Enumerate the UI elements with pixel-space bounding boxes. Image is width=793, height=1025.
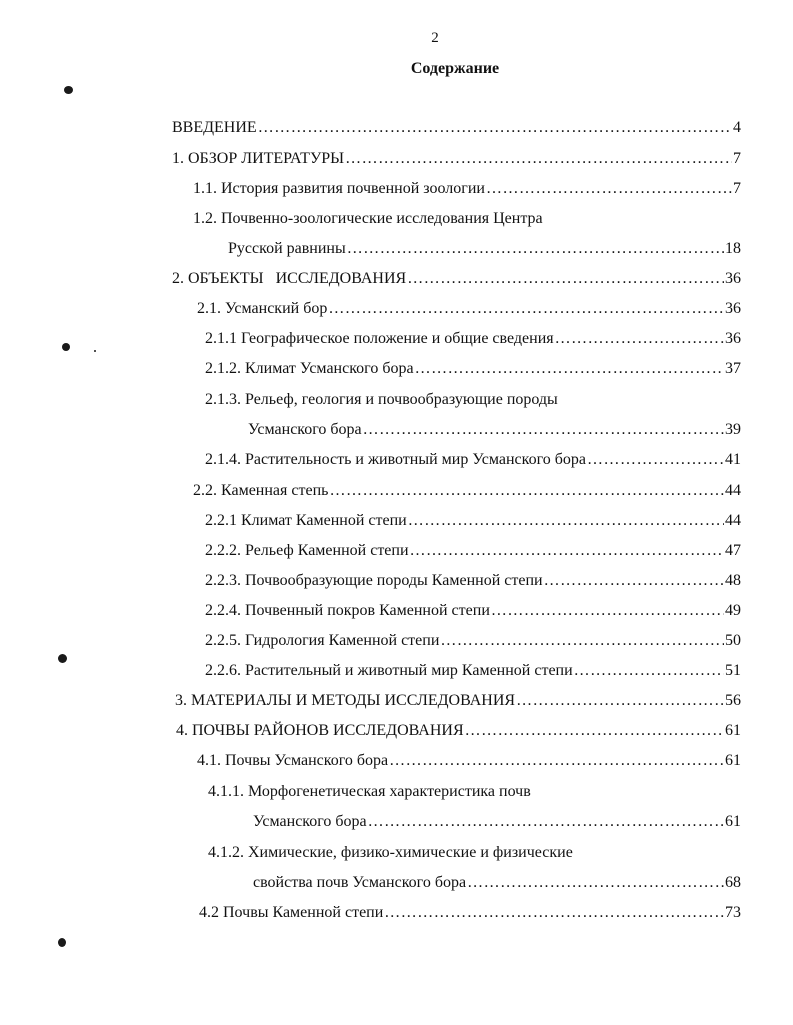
dot-leader — [347, 238, 724, 260]
toc-entry-label: 2.2.1 Климат Каменной степи — [205, 512, 407, 529]
toc-entry-page: 7 — [733, 180, 741, 197]
toc-entry-label: 3. МАТЕРИАЛЫ И МЕТОДЫ ИССЛЕДОВАНИЯ — [175, 692, 516, 709]
toc-entry-page: 44 — [725, 482, 741, 499]
toc-entry-label: 4.1. Почвы Усманского бора — [197, 752, 389, 769]
dot-leader — [516, 690, 724, 712]
dot-leader — [345, 148, 732, 170]
toc-entry — [205, 600, 741, 622]
toc-entry-page: 61 — [725, 813, 741, 830]
toc-entry-page: 61 — [725, 722, 741, 739]
toc-entry-label: 2.2. Каменная степь — [193, 482, 329, 499]
toc-entry-page: 44 — [725, 512, 741, 529]
toc-entry-page: 56 — [725, 692, 741, 709]
toc-entry-continuation: Русской равнины — [228, 240, 346, 257]
dot-leader — [410, 540, 724, 562]
toc-entry-page: 51 — [725, 662, 741, 679]
toc-entry-label: 4.1.2. Химические, физико-химические и физические — [208, 844, 573, 861]
dot-leader — [328, 298, 724, 320]
toc-entry-label: 2.1.2. Климат Усманского бора — [205, 360, 414, 377]
toc-entry-label: 2.1.1 Географическое положение и общие сведения — [205, 330, 554, 347]
toc-entry — [205, 358, 741, 380]
page-number: 2 — [431, 30, 439, 46]
toc-entry-label: 4.2 Почвы Каменной степи — [199, 904, 384, 921]
dot-leader — [486, 178, 732, 200]
toc-entry — [205, 570, 741, 592]
toc-entry-page: 48 — [725, 572, 741, 589]
toc-entry-page: 7 — [733, 150, 741, 167]
toc-entry-page: 37 — [725, 360, 741, 377]
toc-entry-label: 2.2.5. Гидрология Каменной степи — [205, 632, 440, 649]
scan-speck — [94, 350, 96, 352]
toc-entry-label: 2.2.4. Почвенный покров Каменной степи — [205, 602, 490, 619]
toc-entry-page: 36 — [725, 300, 741, 317]
scan-speck — [58, 938, 66, 947]
scan-speck — [64, 86, 73, 94]
toc-entry-label: 1.2. Почвенно-зоологические исследования Центра — [193, 210, 543, 227]
toc-entry-page: 4 — [733, 119, 741, 136]
toc-entry — [175, 690, 741, 712]
dot-leader — [440, 630, 724, 652]
toc-entry-page: 68 — [725, 874, 741, 891]
dot-leader — [555, 328, 724, 350]
toc-entry — [205, 660, 741, 682]
toc-entry — [172, 148, 741, 170]
toc-entry — [253, 872, 741, 894]
toc-entry-label: 2.2.6. Растительный и животный мир Каменной степи — [205, 662, 573, 679]
toc-entry-page: 39 — [725, 421, 741, 438]
toc-entry-label: 2. ОБЪЕКТЫ ИССЛЕДОВАНИЯ — [172, 270, 407, 287]
toc-entry-label: 4. ПОЧВЫ РАЙОНОВ ИССЛЕДОВАНИЯ — [176, 722, 464, 739]
toc-entry-page: 18 — [725, 240, 741, 257]
toc-entry-page: 41 — [725, 451, 741, 468]
toc-entry — [253, 811, 741, 833]
page-title: Содержание — [410, 60, 500, 77]
toc-entry-label: 1.1. История развития почвенной зоологии — [193, 180, 485, 197]
scan-speck — [62, 343, 70, 351]
toc-entry-page: 36 — [725, 270, 741, 287]
toc-entry — [176, 720, 741, 742]
dot-leader — [544, 570, 724, 592]
dot-leader — [329, 480, 724, 502]
toc-entry — [172, 117, 741, 139]
toc-entry — [228, 238, 741, 260]
toc-entry — [197, 298, 741, 320]
toc-entry — [205, 449, 741, 471]
toc-entry — [197, 750, 741, 772]
toc-entry-page: 61 — [725, 752, 741, 769]
toc-entry-page: 36 — [725, 330, 741, 347]
toc-entry-page: 50 — [725, 632, 741, 649]
toc-entry-label: 2.2.2. Рельеф Каменной степи — [205, 542, 409, 559]
dot-leader — [363, 419, 724, 441]
toc-entry — [205, 510, 741, 532]
toc-entry — [248, 419, 741, 441]
dot-leader — [587, 449, 724, 471]
toc-entry — [205, 328, 741, 350]
toc-entry-continuation: Усманского бора — [253, 813, 367, 830]
dot-leader — [368, 811, 724, 833]
dot-leader — [467, 872, 724, 894]
toc-entry-label: 2.1. Усманский бор — [197, 300, 328, 317]
toc-entry-page: 47 — [725, 542, 741, 559]
toc-entry — [172, 268, 741, 290]
toc-entry — [205, 540, 741, 562]
toc-entry-label: ВВЕДЕНИЕ — [172, 119, 257, 136]
toc-entry-label: 4.1.1. Морфогенетическая характеристика почв — [208, 783, 531, 800]
dot-leader — [384, 902, 724, 924]
toc-entry-label: 1. ОБЗОР ЛИТЕРАТУРЫ — [172, 150, 345, 167]
dot-leader — [407, 268, 724, 290]
toc-entry-page: 49 — [725, 602, 741, 619]
toc-entry-label: 2.1.3. Рельеф, геология и почвообразующие породы — [205, 391, 558, 408]
dot-leader — [408, 510, 724, 532]
toc-entry-label: 2.2.3. Почвообразующие породы Каменной степи — [205, 572, 543, 589]
dot-leader — [389, 750, 724, 772]
toc-entry — [193, 178, 741, 200]
toc-entry-continuation: Усманского бора — [248, 421, 362, 438]
dot-leader — [491, 600, 724, 622]
dot-leader — [574, 660, 724, 682]
toc-entry-page: 73 — [725, 904, 741, 921]
dot-leader — [415, 358, 724, 380]
toc-entry-continuation: свойства почв Усманского бора — [253, 874, 467, 891]
toc-entry — [199, 902, 741, 924]
scan-speck — [58, 654, 67, 663]
dot-leader — [465, 720, 724, 742]
toc-entry — [193, 480, 741, 502]
toc-entry-label: 2.1.4. Растительность и животный мир Усманского бора — [205, 451, 587, 468]
dot-leader — [258, 117, 732, 139]
toc-entry — [205, 630, 741, 652]
